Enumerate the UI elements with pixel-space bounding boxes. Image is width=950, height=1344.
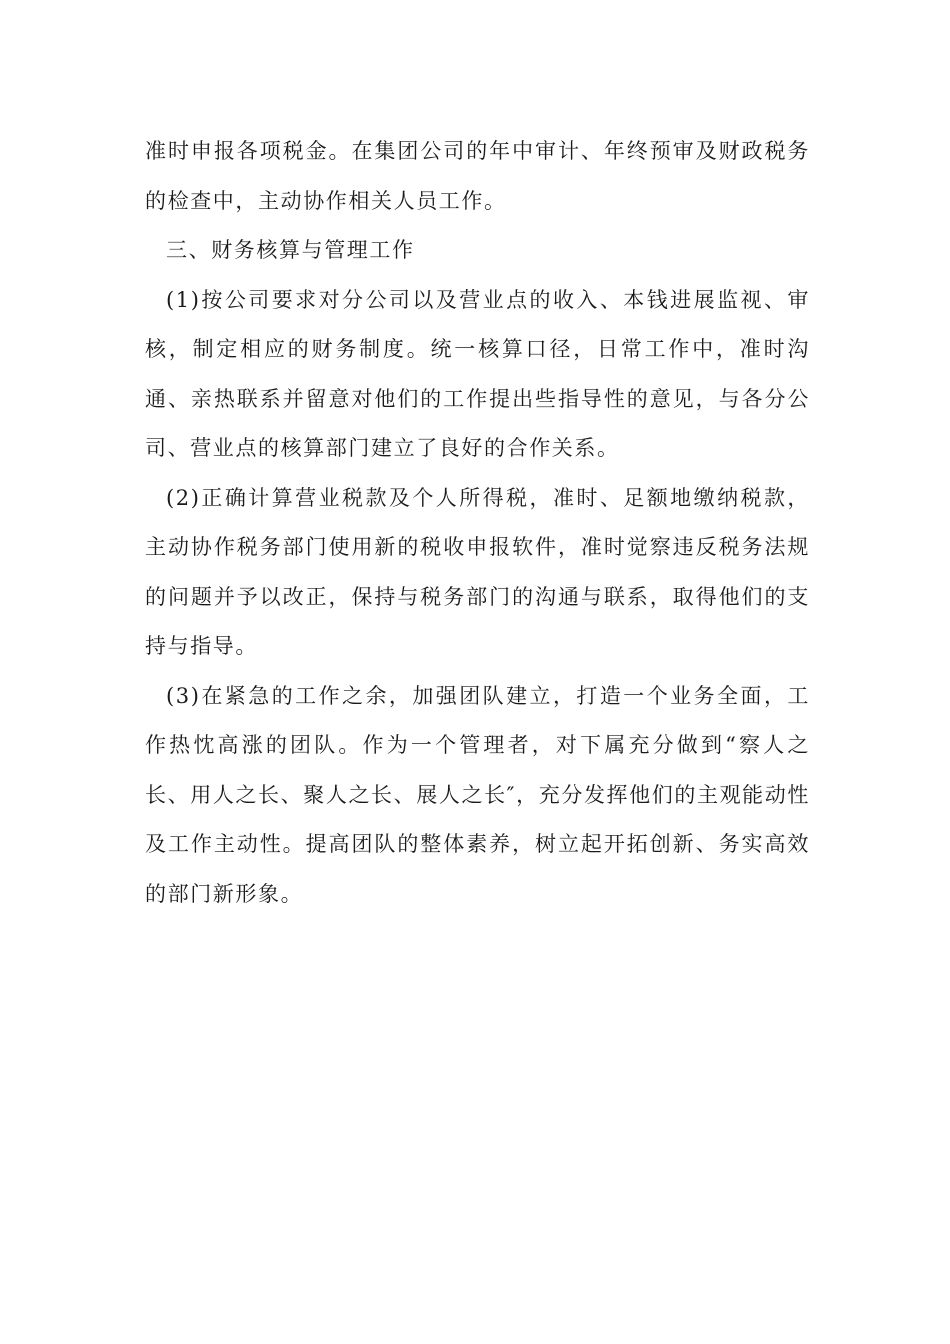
paragraph-item-3: (3)在紧急的工作之余，加强团队建立，打造一个业务全面，工作热忱高涨的团队。作为一个管理者，对下属充分做到“察人之长、用人之长、聚人之长、展人之长″，充分发挥他们的主观能动性及工作主动性。提高团队的整体素养，树立起开拓创新、务实高效的部门新形象。 — [145, 683, 810, 906]
section-heading-accounting: 三、财务核算与管理工作 — [166, 238, 415, 262]
document-body — [145, 127, 810, 919]
paragraph-item-1: (1)按公司要求对分公司以及营业点的收入、本钱进展监视、审核，制定相应的财务制度。统一核算口径，日常工作中，准时沟通、亲热联系并留意对他们的工作提出些指导性的意见，与各分公司、营业点的核算部门建立了良好的合作关系。 — [145, 287, 810, 460]
paragraph-tax-audit: 准时申报各项税金。在集团公司的年中审计、年终预审及财政税务的检查中，主动协作相关人员工作。 — [145, 139, 810, 213]
paragraph-item-2: (2)正确计算营业税款及个人所得税，准时、足额地缴纳税款，主动协作税务部门使用新的税收申报软件，准时觉察违反税务法规的问题并予以改正，保持与税务部门的沟通与联系，取得他们的支持与指导。 — [145, 485, 810, 658]
